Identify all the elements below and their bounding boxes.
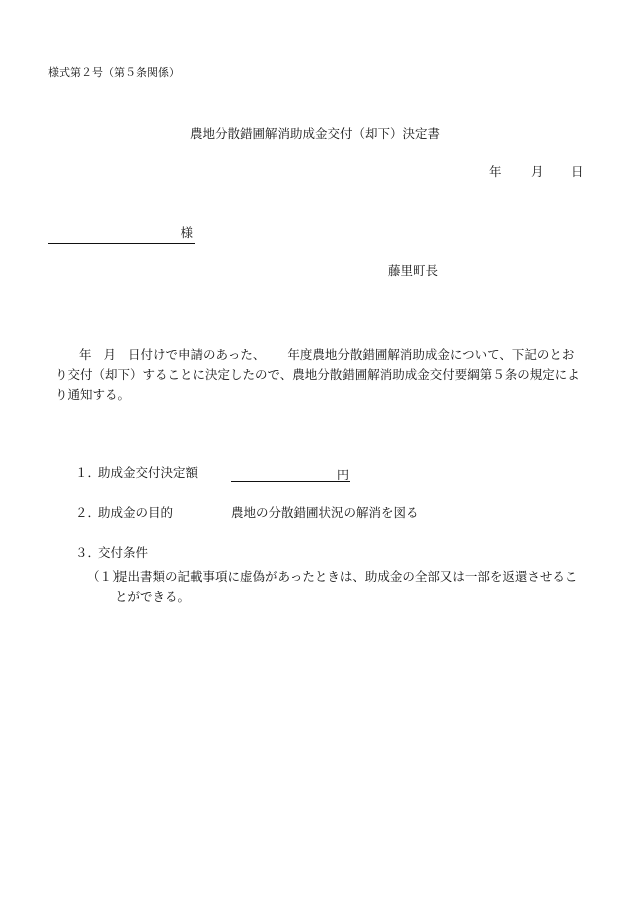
date-month-label: 月 — [531, 164, 544, 179]
condition-1 — [87, 567, 587, 607]
addressee-suffix: 様 — [180, 225, 193, 240]
body-month: 月 — [103, 347, 117, 362]
item-3-number: ３． — [75, 545, 101, 560]
item-2-value: 農地の分散錯圃状況の解消を図る — [231, 505, 419, 520]
date-year-label: 年 — [489, 164, 502, 179]
issuer-name: 藤里町長 — [388, 263, 439, 278]
amount-field — [231, 466, 350, 482]
document-title: 農地分散錯圃解消助成金交付（却下）決定書 — [189, 126, 440, 141]
body-fiscal-year-text: 年度農地分散錯圃解消助成金について、下記のとおり交付（却下）することに決定したので、農地分散錯圃解消助成金交付要綱第５条の規定により通知する。 — [55, 347, 580, 402]
body-paragraph — [55, 345, 585, 405]
condition-1-number: （１） — [87, 569, 125, 584]
addressee-field — [48, 227, 195, 244]
date-day-label: 日 — [571, 164, 584, 179]
item-2-number: ２． — [75, 505, 101, 520]
body-year: 年 — [79, 347, 92, 362]
item-3-label: 交付条件 — [98, 545, 149, 560]
condition-1-text: 提出書類の記載事項に虚偽があったときは、助成金の全部又は一部を返還させることができる。 — [115, 569, 578, 604]
item-1-label: 助成金交付決定額 — [98, 465, 199, 480]
item-1-number: １． — [75, 465, 101, 480]
body-day-text: 日付けで申請のあった、 — [128, 347, 266, 362]
amount-unit: 円 — [336, 468, 349, 482]
form-number: 様式第２号（第５条関係） — [48, 66, 180, 79]
item-2-label: 助成金の目的 — [98, 505, 174, 520]
